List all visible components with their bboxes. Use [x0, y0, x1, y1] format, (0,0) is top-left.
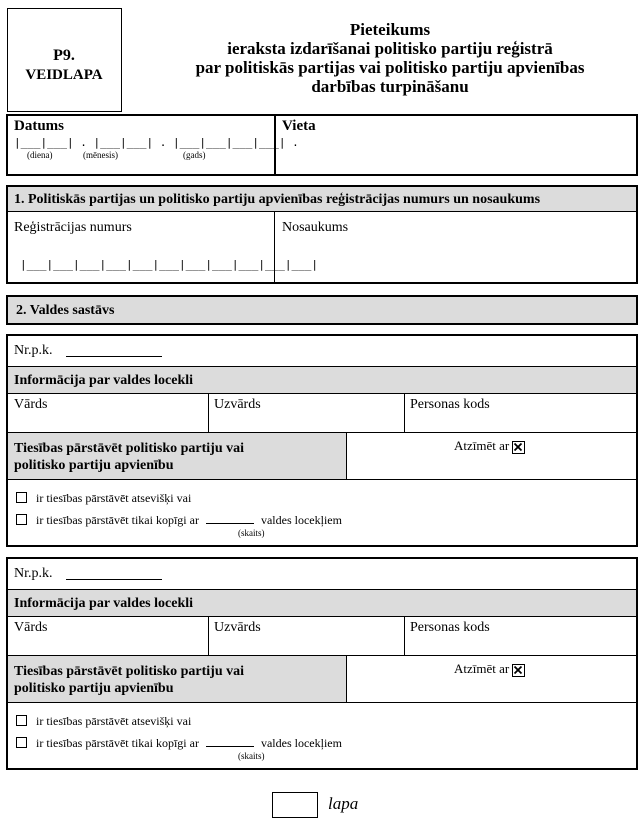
count-label: (skaits) — [238, 751, 265, 761]
option-joint-checkbox[interactable] — [16, 737, 27, 748]
name-divider-1 — [208, 394, 209, 432]
rights-title-line1: Tiesības pārstāvēt politisko partiju vai — [14, 441, 244, 456]
option-joint-label: ir tiesības pārstāvēt tikai kopīgi ar — [36, 736, 199, 750]
option-joint — [16, 512, 342, 528]
date-label: Datums — [14, 118, 65, 134]
last-name-field[interactable] — [210, 637, 402, 655]
option-joint-label: ir tiesības pārstāvēt tikai kopīgi ar — [36, 513, 199, 527]
page-number-box[interactable] — [272, 792, 318, 818]
place-field[interactable] — [278, 138, 634, 172]
form-title: Pieteikums ieraksta izdarīšanai politisko partiju reģistrā par politiskās partijas vai politisko partiju apvienības darbības turpināšanu — [195, 20, 585, 96]
option-joint-suffix: valdes locekļiem — [260, 736, 342, 750]
form-code-box — [7, 8, 122, 112]
member-nrpk-label: Nr.p.k. — [14, 343, 53, 358]
option-joint — [16, 735, 342, 751]
section1-title: 1. Politiskās partijas un politisko partiju apvienības reģistrācijas numurs un nosaukums — [8, 187, 636, 212]
personal-code-label: Personas kods — [410, 397, 490, 412]
option-separate-label: ir tiesības pārstāvēt atsevišķi vai — [36, 491, 192, 505]
personal-code-field[interactable] — [406, 637, 634, 655]
last-name-field[interactable] — [210, 414, 402, 432]
date-month-label: (mēnesis) — [83, 150, 118, 160]
member-info-title: Informācija par valdes locekli — [8, 589, 636, 617]
form-label: VEIDLAPA — [25, 67, 103, 83]
member-info-title: Informācija par valdes locekli — [8, 366, 636, 394]
option-separate — [16, 714, 191, 729]
checked-box-icon — [512, 664, 525, 677]
place-label: Vieta — [282, 118, 316, 134]
mark-with-label: Atzīmēt ar — [454, 438, 510, 453]
mark-with-label: Atzīmēt ar — [454, 661, 510, 676]
member-nrpk-input[interactable] — [66, 565, 162, 580]
option-separate — [16, 491, 191, 506]
date-input[interactable]: |___|___| . |___|___| . |___|___|___|___| . — [14, 136, 299, 149]
option-separate-label: ir tiesības pārstāvēt atsevišķi vai — [36, 714, 192, 728]
option-joint-suffix: valdes locekļiem — [260, 513, 342, 527]
option-separate-checkbox[interactable] — [16, 492, 27, 503]
option-joint-checkbox[interactable] — [16, 514, 27, 525]
name-divider-1 — [208, 617, 209, 655]
option-separate-checkbox[interactable] — [16, 715, 27, 726]
date-day-label: (diena) — [27, 150, 53, 160]
personal-code-label: Personas kods — [410, 620, 490, 635]
personal-code-field[interactable] — [406, 414, 634, 432]
joint-count-input[interactable] — [206, 512, 254, 524]
page-label: lapa — [328, 794, 359, 813]
rights-title-line1: Tiesības pārstāvēt politisko partiju vai — [14, 664, 244, 679]
reg-number-label: Reģistrācijas numurs — [14, 220, 132, 235]
mark-with-legend — [454, 661, 525, 677]
checked-box-icon — [512, 441, 525, 454]
first-name-label: Vārds — [14, 620, 48, 635]
member-block-1 — [6, 334, 638, 547]
first-name-field[interactable] — [10, 637, 206, 655]
first-name-field[interactable] — [10, 414, 206, 432]
last-name-label: Uzvārds — [214, 620, 261, 635]
section2-title: 2. Valdes sastāvs — [6, 295, 638, 325]
joint-count-input[interactable] — [206, 735, 254, 747]
count-label: (skaits) — [238, 528, 265, 538]
party-name-label: Nosaukums — [282, 220, 349, 235]
last-name-label: Uzvārds — [214, 397, 261, 412]
date-year-label: (gads) — [183, 150, 206, 160]
first-name-label: Vārds — [14, 397, 48, 412]
member-nrpk-label: Nr.p.k. — [14, 566, 53, 581]
member-nrpk-input[interactable] — [66, 342, 162, 357]
form-code: P9. — [53, 47, 75, 64]
party-name-field[interactable] — [278, 240, 634, 280]
section1-divider — [274, 212, 275, 282]
name-divider-2 — [404, 617, 405, 655]
rights-title-line2: politisko partiju apvienību — [14, 458, 174, 473]
member-block-2 — [6, 557, 638, 770]
rights-title-line2: politisko partiju apvienību — [14, 681, 174, 696]
name-divider-2 — [404, 394, 405, 432]
mark-with-legend — [454, 438, 525, 454]
reg-number-input[interactable]: |___|___|___|___|___|___|___|___|___|___|___| — [20, 258, 319, 271]
